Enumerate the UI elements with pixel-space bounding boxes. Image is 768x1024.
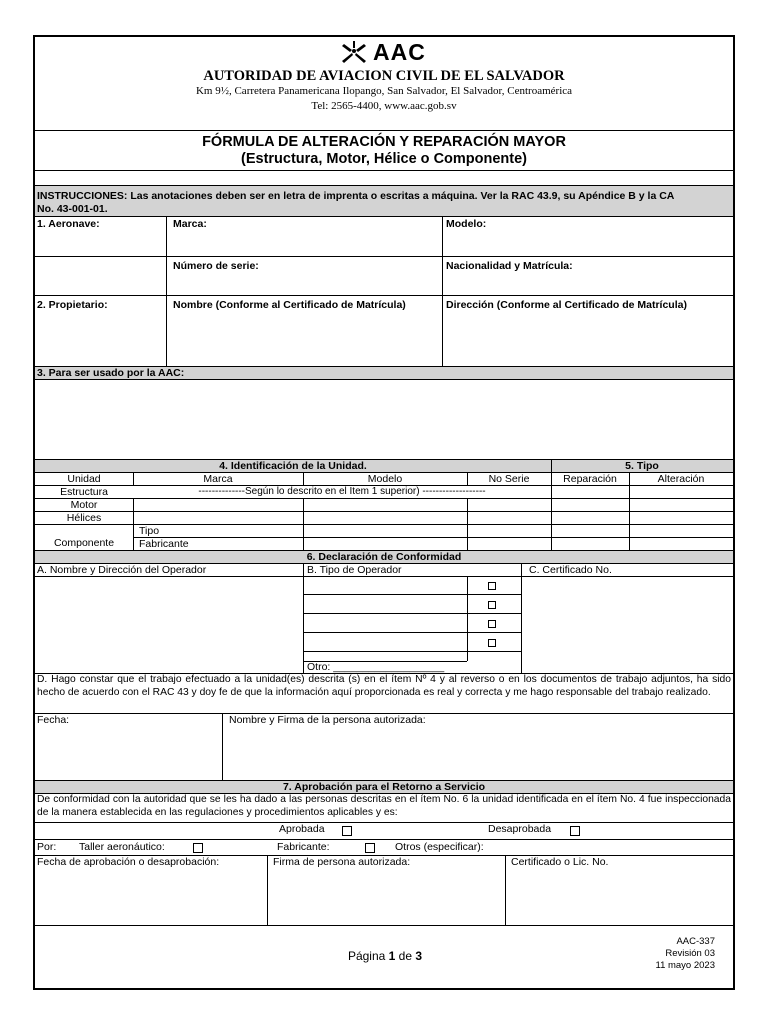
otros-label[interactable]: Otros (especificar): — [395, 841, 484, 853]
section7-title: 7. Aprobación para el Retorno a Servicio — [282, 781, 486, 793]
firma-persona-field[interactable]: Firma de persona autorizada: — [273, 856, 411, 868]
page-indicator — [245, 949, 525, 963]
aac-use-area[interactable] — [35, 380, 733, 459]
operador-checkbox-4[interactable] — [488, 639, 496, 647]
col-alteracion: Alteración — [657, 473, 705, 485]
otro-field[interactable]: Otro: ___________________ — [307, 661, 445, 673]
col-reparacion: Reparación — [563, 473, 617, 485]
nombre-propietario-field[interactable]: Nombre (Conforme al Certificado de Matrícula) — [173, 299, 406, 311]
instructions-line2: No. 43-001-01. — [37, 203, 108, 215]
aprobada-checkbox[interactable] — [342, 826, 352, 836]
taller-checkbox[interactable] — [193, 843, 203, 853]
col-modelo: Modelo — [367, 473, 403, 485]
marca-field[interactable]: Marca: — [173, 218, 207, 230]
modelo-field[interactable]: Modelo: — [446, 218, 487, 230]
firma-autorizada-field[interactable]: Nombre y Firma de la persona autorizada: — [229, 714, 426, 726]
section5-title: 5. Tipo — [625, 460, 659, 472]
authority-address: Km 9½, Carretera Panamericana Ilopango, San Salvador, El Salvador, Centroamérica — [195, 85, 573, 97]
componente-fabricante: Fabricante — [139, 538, 189, 550]
page-number: 1 — [388, 949, 396, 963]
operador-nombre-label: A. Nombre y Dirección del Operador — [37, 564, 207, 576]
form-date: 11 mayo 2023 — [655, 960, 715, 971]
operador-checkbox-1[interactable] — [488, 582, 496, 590]
authority-name: AUTORIDAD DE AVIACION CIVIL DE EL SALVADOR — [203, 68, 565, 84]
operador-checkbox-2[interactable] — [488, 601, 496, 609]
page-de: de — [395, 949, 416, 963]
page-prefix: Página — [347, 949, 389, 963]
section4-title: 4. Identificación de la Unidad. — [219, 460, 367, 472]
row-motor: Motor — [70, 499, 98, 511]
logo-text: AAC — [373, 39, 426, 65]
form-revision: Revisión 03 — [665, 948, 715, 959]
aeronave-label: 1. Aeronave: — [37, 218, 100, 230]
por-label: Por: — [37, 841, 57, 853]
col-marca: Marca — [203, 473, 233, 485]
page-total: 3 — [415, 949, 423, 963]
certificado-label: C. Certificado No. — [529, 564, 612, 576]
col-unidad: Unidad — [67, 473, 101, 485]
section3-label: 3. Para ser usado por la AAC: — [37, 367, 185, 379]
row-helices: Hélices — [66, 512, 102, 524]
operador-checkbox-3[interactable] — [488, 620, 496, 628]
fecha-aprobacion-field[interactable]: Fecha de aprobación o desaprobación: — [37, 856, 220, 868]
form-title: FÓRMULA DE ALTERACIÓN Y REPARACIÓN MAYOR — [202, 134, 566, 150]
aac-logo-icon — [339, 41, 369, 65]
authority-contact: Tel: 2565-4400, www.aac.gob.sv — [311, 100, 457, 112]
taller-label: Taller aeronáutico: — [79, 841, 165, 853]
form-subtitle: (Estructura, Motor, Hélice o Componente) — [241, 151, 527, 167]
tipo-operador-label: B. Tipo de Operador — [307, 564, 402, 576]
componente-tipo: Tipo — [139, 525, 160, 537]
numero-serie-field[interactable]: Número de serie: — [173, 260, 259, 272]
row-estructura: Estructura — [60, 486, 108, 498]
nacionalidad-field[interactable]: Nacionalidad y Matrícula: — [446, 260, 573, 272]
desaprobada-label: Desaprobada — [488, 823, 552, 835]
section6-title: 6. Declaración de Conformidad — [306, 551, 462, 563]
fabricante-label: Fabricante: — [277, 841, 330, 853]
direccion-propietario-field[interactable]: Dirección (Conforme al Certificado de Matrícula) — [446, 299, 687, 311]
aprobada-label: Aprobada — [279, 823, 325, 835]
row-componente: Componente — [53, 537, 115, 549]
instructions-line1: INSTRUCCIONES: Las anotaciones deben ser en letra de imprenta o escritas a máquina. Ver la RAC 43.9, su Apéndice B y la CA — [37, 190, 675, 202]
certificado-lic-field[interactable]: Certificado o Lic. No. — [511, 856, 609, 868]
declaracion-text: D. Hago constar que el trabajo efectuado a la unidad(es) descrita (s) en el ítem Nº 4 y al reverso o en los documentos de trabajo adjuntos, ha sido hecho de acuerdo con el RAC 43 y doy fe de que la información aquí proporcionada es real y correcta y me hago responsable del trabajo realizado. — [37, 674, 731, 698]
propietario-label: 2. Propietario: — [37, 299, 108, 311]
fecha-field[interactable]: Fecha: — [37, 714, 70, 726]
col-no-serie: No Serie — [488, 473, 530, 485]
fabricante-checkbox[interactable] — [365, 843, 375, 853]
form-page — [33, 35, 735, 990]
estructura-note: --------------Según lo descrito en el Item 1 superior) ------------------- — [198, 486, 486, 497]
aac-logo — [335, 39, 445, 65]
form-code: AAC-337 — [676, 936, 715, 947]
section7-statement: De conformidad con la autoridad que se les ha dado a las personas descritas en el ítem No. 6 la unidad identificada en el ítem No. 4 fue inspeccionada de la manera establecida en las regulaciones y procedimientos aplicables y es: — [37, 794, 731, 818]
desaprobada-checkbox[interactable] — [570, 826, 580, 836]
